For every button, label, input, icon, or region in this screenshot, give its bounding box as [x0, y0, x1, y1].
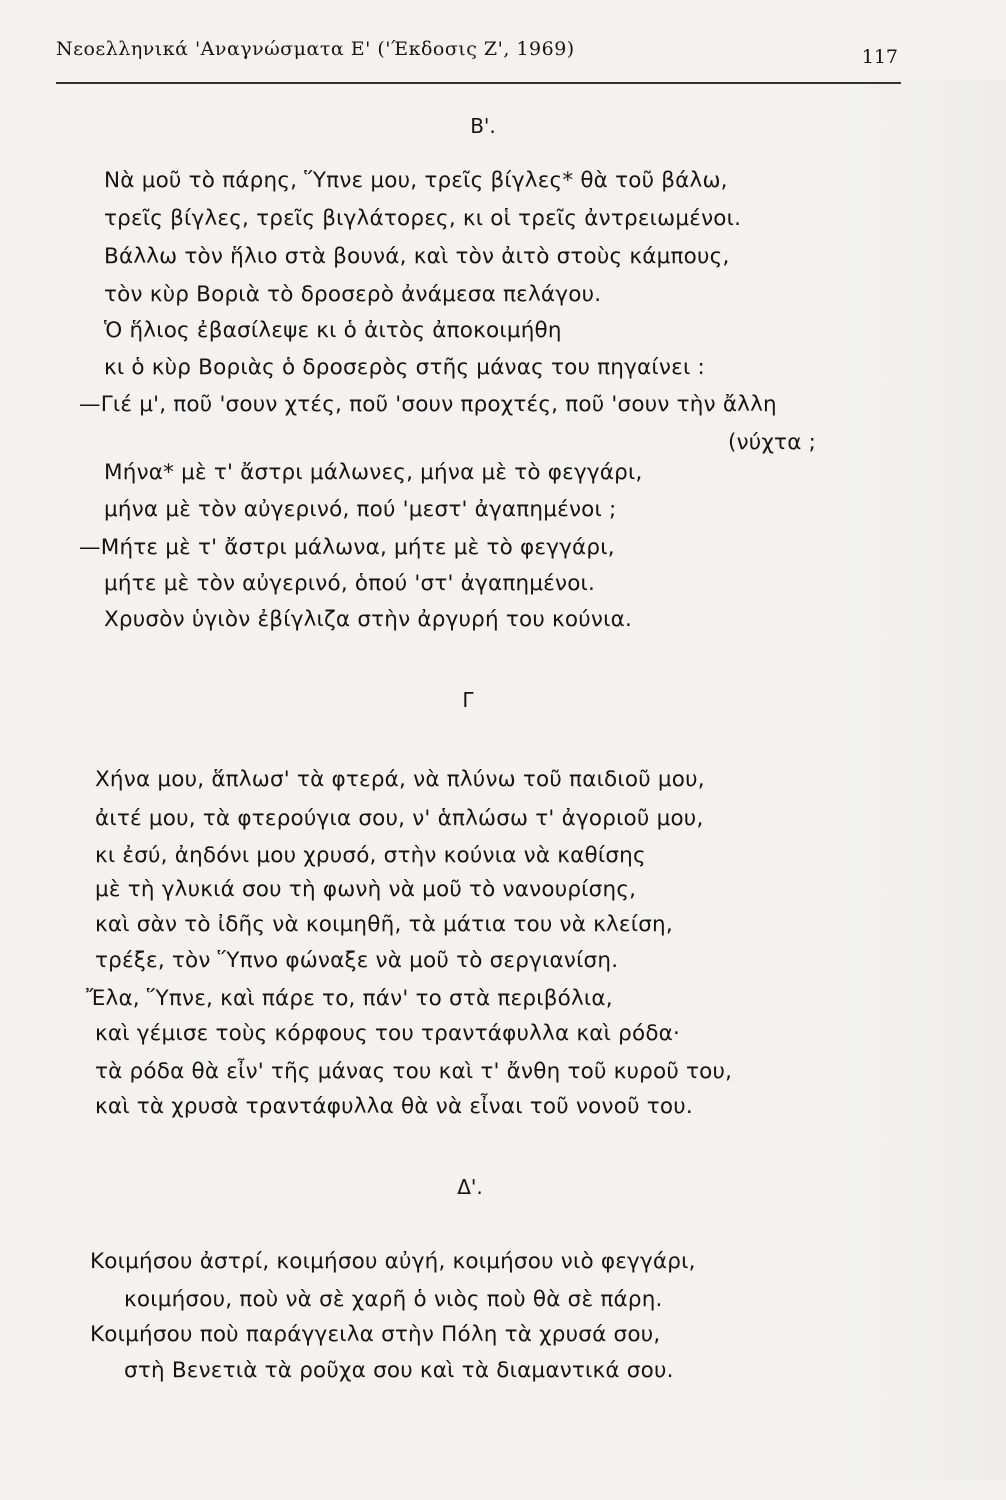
poem-line: τρέξε, τὸν Ὕπνο φώναξε νὰ μοῦ τὸ σεργιανίση. — [95, 948, 619, 973]
poem-line: Ἔλα, Ὕπνε, καὶ πάρε το, πάν' το στὰ περιβόλια, — [86, 986, 613, 1011]
poem-line: κοιμήσου, ποὺ νὰ σὲ χαρῆ ὁ νιὸς ποὺ θὰ σὲ πάρη. — [124, 1287, 663, 1312]
poem-line: μήτε μὲ τὸν αὐγερινό, ὁπού 'στ' ἀγαπημένοι. — [104, 571, 596, 596]
poem-line-continuation: (νύχτα ; — [728, 430, 817, 455]
header-rule — [56, 82, 901, 84]
poem-line: καὶ σὰν τὸ ἰδῆς νὰ κοιμηθῆ, τὰ μάτια του νὰ κλείση, — [95, 912, 673, 937]
poem-line: —Γιέ μ', ποῦ 'σουν χτές, ποῦ 'σουν προχτές, ποῦ 'σουν τὴν ἄλλη — [79, 392, 777, 417]
show-through-shadow — [846, 80, 1006, 1480]
poem-line: καὶ τὰ χρυσὰ τραντάφυλλα θὰ νὰ εἶναι τοῦ νονοῦ του. — [95, 1094, 693, 1119]
section-heading-d: Δ'. — [457, 1175, 483, 1199]
poem-line: ἀιτέ μου, τὰ φτερούγια σου, ν' ἁπλώσω τ' ἀγοριοῦ μου, — [95, 806, 704, 831]
poem-line: Ὁ ἥλιος ἐβασίλεψε κι ὁ ἀιτὸς ἀποκοιμήθη — [104, 318, 562, 343]
poem-line: Χήνα μου, ἅπλωσ' τὰ φτερά, νὰ πλύνω τοῦ παιδιοῦ μου, — [95, 767, 705, 792]
poem-line: κι ἐσύ, ἀηδόνι μου χρυσό, στὴν κούνια νὰ καθίσης — [95, 843, 646, 868]
poem-line: καὶ γέμισε τοὺς κόρφους του τραντάφυλλα καὶ ρόδα· — [95, 1021, 681, 1046]
page-number: 117 — [861, 46, 898, 68]
poem-line: κι ὁ κὺρ Βοριὰς ὁ δροσερὸς στῆς μάνας του πηγαίνει : — [104, 355, 705, 380]
poem-line: στὴ Βενετιὰ τὰ ροῦχα σου καὶ τὰ διαμαντικά σου. — [124, 1358, 674, 1383]
header-title: Νεοελληνικά 'Αναγνώσματα Ε' ('Έκδοσις Ζ', 1969) — [56, 38, 575, 60]
poem-line: Νὰ μοῦ τὸ πάρης, Ὕπνε μου, τρεῖς βίγλες* θὰ τοῦ βάλω, — [104, 168, 728, 193]
section-heading-b: Β'. — [470, 114, 496, 138]
poem-line: Μήνα* μὲ τ' ἄστρι μάλωνες, μήνα μὲ τὸ φεγγάρι, — [104, 460, 643, 485]
poem-line: τὸν κὺρ Βοριὰ τὸ δροσερὸ ἀνάμεσα πελάγου. — [104, 282, 602, 307]
poem-line: τὰ ρόδα θὰ εἶν' τῆς μάνας του καὶ τ' ἄνθη τοῦ κυροῦ του, — [95, 1059, 733, 1084]
poem-line: Βάλλω τὸν ἥλιο στὰ βουνά, καὶ τὸν ἀιτὸ στοὺς κάμπους, — [104, 244, 730, 269]
poem-line: μήνα μὲ τὸν αὐγερινό, πού 'μεστ' ἀγαπημένοι ; — [104, 497, 617, 522]
running-header — [56, 34, 898, 74]
poem-line: —Μήτε μὲ τ' ἄστρι μάλωνα, μήτε μὲ τὸ φεγγάρι, — [79, 535, 615, 560]
poem-line: μὲ τὴ γλυκιά σου τὴ φωνὴ νὰ μοῦ τὸ νανουρίσης, — [95, 877, 637, 902]
poem-line: Χρυσὸν ὑγιὸν ἐβίγλιζα στὴν ἀργυρή του κούνια. — [104, 607, 632, 632]
poem-line: Κοιμήσου ἀστρί, κοιμήσου αὐγή, κοιμήσου νιὸ φεγγάρι, — [90, 1249, 696, 1274]
section-heading-c: Γ — [462, 688, 474, 712]
poem-line: τρεῖς βίγλες, τρεῖς βιγλάτορες, κι οἱ τρεῖς ἀντρειωμένοι. — [104, 206, 742, 231]
poem-line: Κοιμήσου ποὺ παράγγειλα στὴν Πόλη τὰ χρυσά σου, — [90, 1322, 661, 1347]
